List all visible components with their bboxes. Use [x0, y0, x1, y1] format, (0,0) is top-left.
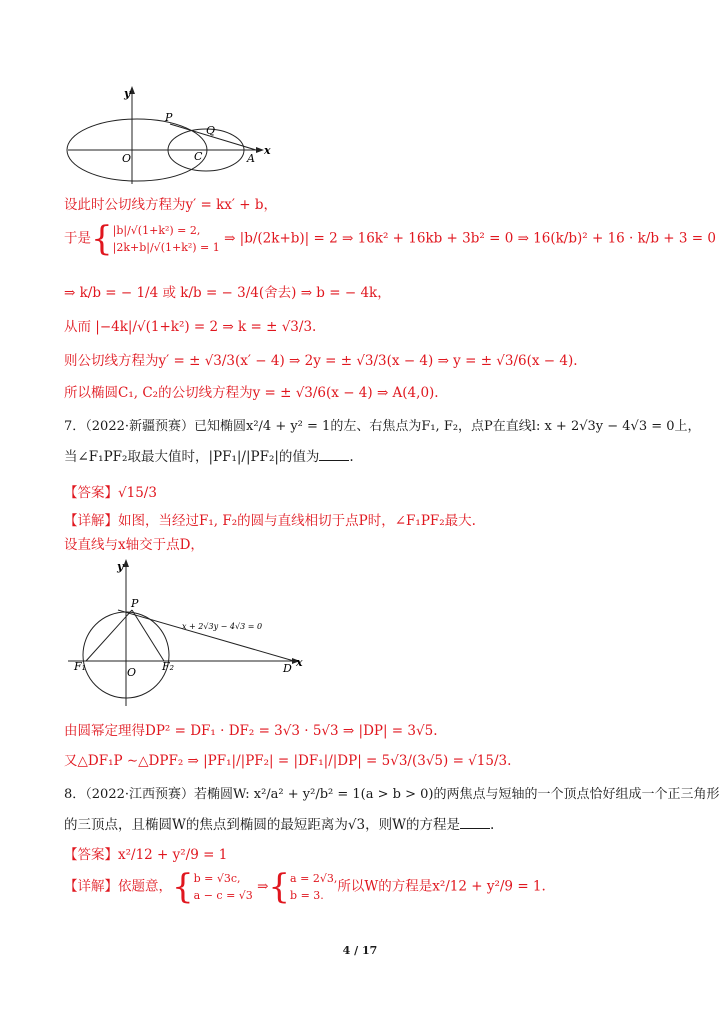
label-P: P: [131, 597, 139, 610]
label-O: O: [122, 152, 132, 165]
y-label: y: [117, 560, 124, 573]
sol6-line3: ⇒ k/b = − 1/4 或 k/b = − 3/4(舍去) ⇒ b = − 4k，: [64, 285, 391, 301]
sol6-line5: 则公切线方程为y′ = ± √3/3(x′ − 4) ⇒ 2y = ± √3/3(x − 4) ⇒ y = ± √3/6(x − 4).: [64, 353, 578, 369]
q8-sys-d: b = 3.: [290, 889, 324, 902]
sol6-l2-pre: 于是: [64, 230, 91, 247]
q7-line2: [64, 448, 354, 466]
q8-detail-post: 所以W的方程是x²/12 + y²/9 = 1.: [337, 878, 546, 895]
q8-detail: 【详解】依题意，{b = √3c, a − c = √3 ⇒{a = 2√3, b = 3.所以W的方程是x²/12 + y²/9 = 1.: [64, 867, 546, 907]
label-Q: Q: [206, 124, 216, 137]
q7-answer-value: √15/3: [118, 485, 157, 501]
sol6-l2-post: ⇒ |b/(2k+b)| = 2 ⇒ 16k² + 16kb + 3b² = 0 ⇒ 16(k/b)² + 16 · k/b + 3 = 0: [224, 230, 716, 247]
x-label: x: [264, 144, 271, 157]
q8-line2-text: 的三顶点，且椭圆W的焦点到椭圆的最短距离为√3，则W的方程是: [64, 817, 460, 833]
detail-tag: 【详解】: [64, 878, 118, 895]
label-A: A: [247, 152, 255, 165]
seg-PF1: [86, 610, 132, 661]
y-label: y: [124, 87, 131, 100]
q7-line1: 7．（2022·新疆预赛）已知椭圆x²/4 + y² = 1的左、右焦点为F₁, F₂，点P在直线l: x + 2√3y − 4√3 = 0上，: [64, 419, 701, 434]
sol6-line2: 于是{|b|/√(1+k²) = 2, |2k+b|/√(1+k²) = 1 ⇒ |b/(2k+b)| = 2 ⇒ 16k² + 16kb + 3b² = 0 ⇒ 16(k/b)² + 16 · k/b + 3 = 0: [64, 219, 716, 259]
q7-detail1-text: 如图，当经过F₁, F₂的圆与直线相切于点P时，∠F₁PF₂最大.: [118, 513, 476, 529]
sol6-sys-b: |2k+b|/√(1+k²) = 1: [112, 241, 220, 254]
q8-sys-c: a = 2√3,: [290, 872, 338, 885]
figure-ellipses: [64, 84, 294, 184]
q7-detail4: 又△DF₁P ∼△DPF₂ ⇒ |PF₁|/|PF₂| = |DF₁|/|DP| = 5√3/(3√5) = √15/3.: [64, 753, 512, 769]
q8-detail-pre: 依题意，: [118, 878, 172, 895]
label-D: D: [283, 662, 292, 675]
answer-blank: [319, 448, 349, 461]
sol6-sys-a: |b|/√(1+k²) = 2,: [112, 224, 201, 237]
q8-answer: [64, 846, 227, 864]
label-C: C: [194, 150, 203, 163]
answer-tag: 【答案】: [64, 847, 118, 863]
q7-detail2: 设直线与x轴交于点D，: [64, 537, 204, 553]
answer-blank: [460, 816, 490, 829]
q8-detail-mid: ⇒: [257, 878, 269, 895]
detail-tag: 【详解】: [64, 513, 118, 529]
x-label: x: [296, 656, 303, 669]
tangent-line: [118, 610, 294, 661]
sol6-line4: 从而 |−4k|/√(1+k²) = 2 ⇒ k = ± √3/3.: [64, 319, 317, 335]
q7-answer: [64, 484, 157, 502]
label-O: O: [127, 666, 137, 679]
figure-circle-line: [64, 556, 314, 706]
q7-detail3: 由圆幂定理得DP² = DF₁ · DF₂ = 3√3 · 5√3 ⇒ |DP| = 3√5.: [64, 723, 438, 739]
sol6-line6: 所以椭圆C₁, C₂的公切线方程为y = ± √3/6(x − 4) ⇒ A(4,0).: [64, 385, 439, 401]
q8-line2-end: .: [489, 817, 495, 833]
q8-answer-value: x²/12 + y²/9 = 1: [118, 847, 228, 863]
answer-tag: 【答案】: [64, 485, 118, 501]
q8-sys-a: b = √3c,: [193, 872, 241, 885]
label-P: P: [165, 111, 173, 124]
q7-detail1: [64, 512, 476, 530]
label-F1: F₁: [74, 660, 87, 673]
sol6-line1: 设此时公切线方程为y′ = kx′ + b，: [64, 197, 277, 213]
line-equation: x + 2√3y − 4√3 = 0: [182, 622, 263, 631]
label-F2: F₂: [162, 660, 175, 673]
q8-line2: [64, 816, 494, 834]
page-number: 4 / 17: [342, 944, 378, 957]
q7-line2-text: 当∠F₁PF₂取最大值时，|PF₁|/|PF₂|的值为: [64, 449, 320, 465]
q8-line1: 8．（2022·江西预赛）若椭圆W: x²/a² + y²/b² = 1(a > b > 0)的两焦点与短轴的一个顶点恰好组成一个正三角形: [64, 787, 720, 802]
q7-line2-end: .: [349, 449, 354, 465]
q8-sys-b: a − c = √3: [193, 889, 253, 902]
